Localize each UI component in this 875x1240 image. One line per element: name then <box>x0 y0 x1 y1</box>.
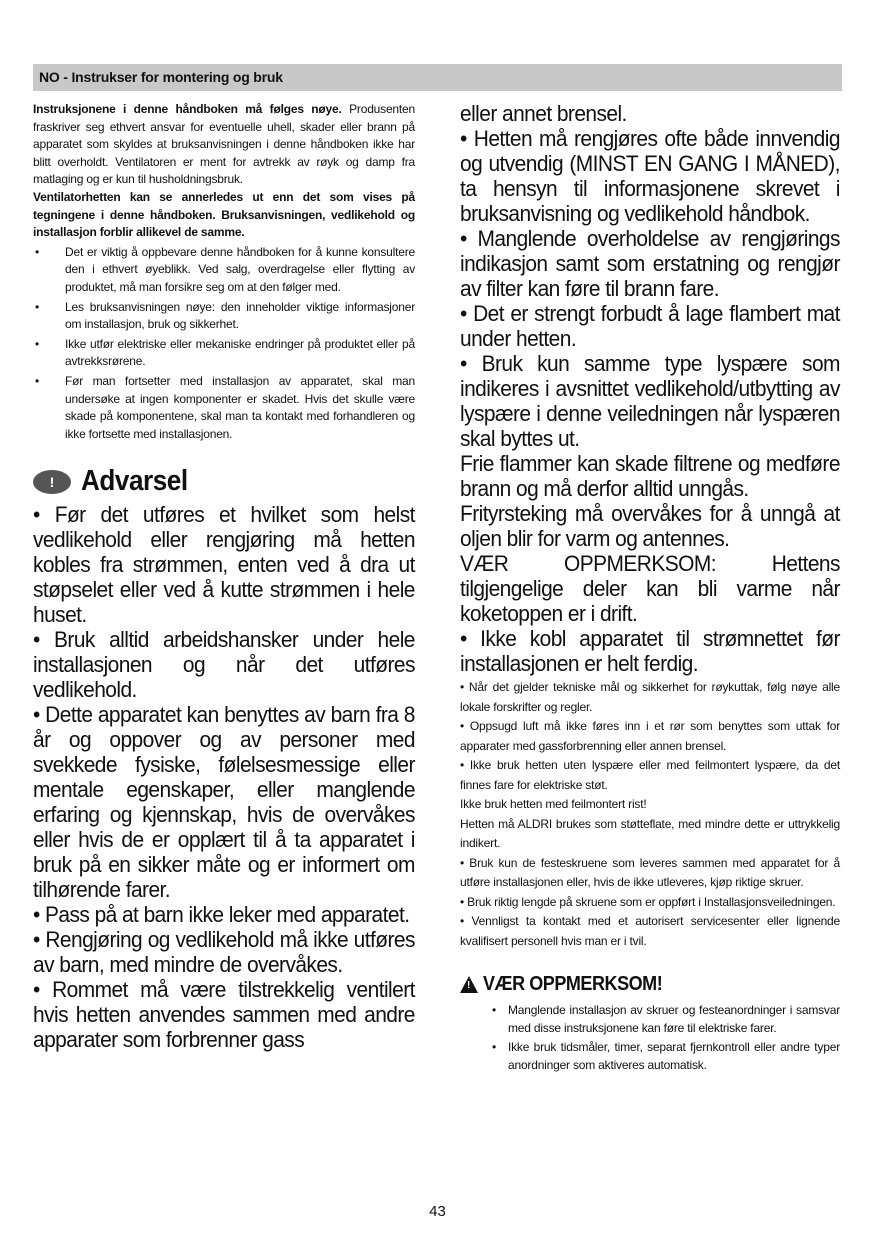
warning-paragraph: • Pass på at barn ikke leker med apparatet. <box>33 902 410 928</box>
warning-title: Advarsel <box>81 465 188 498</box>
safety-paragraph: • Det er strengt forbudt å lage flambert mat under hetten. <box>460 301 840 351</box>
list-item: • Manglende installasjon av skruer og festeanordninger i samsvar med disse instruksjonene kan føre til elektriske farer. <box>460 1002 840 1037</box>
page-number: 43 <box>429 1203 446 1220</box>
safety-paragraph: • Ikke kobl apparatet til strømnettet før installasjonen er helt ferdig. <box>460 626 840 676</box>
list-item: • Det er viktig å oppbevare denne håndboken for å kunne konsultere den i ethvert øyeblikk. Ved salg, overdragelse eller flytting av produktet, må man forsikre seg om at den følger med. <box>33 244 415 297</box>
safety-paragraph: eller annet brensel. <box>460 101 627 126</box>
technical-note: Ikke bruk hetten med feilmontert rist! <box>460 797 647 811</box>
instruction-list <box>33 244 415 444</box>
safety-paragraph: • Manglende overholdelse av rengjørings indikasjon samt som erstatning og rengjør av filter kan føre til brann fare. <box>460 226 840 301</box>
warning-paragraph: • Rengjøring og vedlikehold må ikke utføres av barn, med mindre de overvåkes. <box>33 927 415 978</box>
warning-icon: ! <box>33 470 71 494</box>
section-header-title: NO - Instrukser for montering og bruk <box>39 69 283 85</box>
list-item: • Ikke bruk tidsmåler, timer, separat fjernkontroll eller andre typer anordninger som aktiveres automatisk. <box>460 1039 840 1074</box>
warning-triangle-icon: ! <box>460 976 478 993</box>
list-item: • Før man fortsetter med installasjon av apparatet, skal man undersøke at ingen komponenter er skadet. Hvis det skulle være skade på komponentene, skal man ta kontakt med forhandleren og ikke fortsette med installasjonen. <box>33 373 415 443</box>
attention-heading <box>460 973 840 996</box>
design-note-text: Ventilatorhetten kan se annerledes ut enn det som vises på tegningene i denne håndboken. Bruksanvisningen, vedlikehold og installasjon forblir allikevel de samme. <box>33 189 415 240</box>
warning-paragraph: • Før det utføres et hvilket som helst vedlikehold eller rengjøring må hetten kobles fra strømmen, enten ved å dra ut støpselet eller ved å kutte strømmen i hele huset. <box>33 502 415 628</box>
technical-note: Hetten må ALDRI brukes som støtteflate, med mindre dette er uttrykkelig indikert. <box>460 816 840 850</box>
right-column <box>460 101 840 1076</box>
safety-paragraph: • Hetten må rengjøres ofte både innvendig og utvendig (MINST EN GANG I MÅNED), ta hensyn til informasjonene skrevet i bruksanvisning og vedlikehold håndbok. <box>460 126 840 226</box>
list-item: • Ikke utfør elektriske eller mekaniske endringer på produktet eller på avtrekksrørene. <box>33 336 415 371</box>
technical-note: • Bruk riktig lengde på skruene som er oppført i Installasjonsveiledningen. <box>460 894 836 909</box>
technical-note: • Når det gjelder tekniske mål og sikkerhet for røykuttak, følg nøye alle lokale forskrifter og regler. <box>460 680 840 714</box>
technical-note: • Vennligst ta kontakt med et autorisert servicesenter eller lignende kvalifisert personell hvis man er i tvil. <box>460 914 840 948</box>
attention-list <box>460 1002 840 1074</box>
safety-paragraph: Frityrsteking må overvåkes for å unngå at oljen blir for varm og antennes. <box>460 501 840 551</box>
intro-text: Produsenten fraskriver seg ethvert ansvar for eventuelle uhell, skader eller brann på apparatet som skyldes at bruksanvisningen i denne håndboken ikke har blitt overholdt. Ventilatoren er ment for avtrekk av røyk og damp fra matlaging og er kun til husholdningsbruk. <box>33 102 415 187</box>
technical-note: • Ikke bruk hetten uten lyspære eller med feilmontert lyspære, da det finnes fare for elektriske støt. <box>460 758 840 792</box>
left-column <box>33 101 415 1052</box>
intro-bold: Instruksjonene i denne håndboken må følges nøye. <box>33 102 342 116</box>
warning-paragraph: • Dette apparatet kan benyttes av barn fra 8 år og oppover og av personer med svekkede fysiske, følelsesmessige eller mentale egenskaper, eller manglende erfaring og kjennskap, hvis de overvåkes eller hvis de er opplært til å ta apparatet i bruk på en sikker måte og er informert om tilhørende farer. <box>33 702 415 903</box>
warning-paragraph: • Bruk alltid arbeidshansker under hele installasjonen og når det utføres vedlikehold. <box>33 627 415 703</box>
technical-note: • Bruk kun de festeskruene som leveres sammen med apparatet for å utføre installasjonen eller, hvis de ikke utleveres, kjøp riktige skruer. <box>460 855 840 889</box>
attention-title: VÆR OPPMERKSOM! <box>483 973 663 995</box>
list-item: • Les bruksanvisningen nøye: den inneholder viktige informasjoner om installasjon, bruk og sikkerhet. <box>33 299 415 334</box>
safety-paragraph: • Bruk kun samme type lyspære som indikeres i avsnittet vedlikehold/utbytting av lyspære i denne veiledningen når lyspæren skal byttes ut. <box>460 351 840 451</box>
warning-heading <box>33 465 415 498</box>
safety-paragraph: VÆR OPPMERKSOM: Hettens tilgjengelige deler kan bli varme når koketoppen er i drift. <box>460 551 840 626</box>
intro-paragraph <box>33 101 415 189</box>
warning-paragraph: • Rommet må være tilstrekkelig ventilert hvis hetten anvendes sammen med andre apparater som forbrenner gass <box>33 977 415 1053</box>
technical-note: • Oppsugd luft må ikke føres inn i et rør som benyttes som uttak for apparater med gassforbrenning eller annen brensel. <box>460 719 840 753</box>
section-header <box>33 64 842 91</box>
safety-paragraph: Frie flammer kan skade filtrene og medføre brann og må derfor alltid unngås. <box>460 451 840 501</box>
design-note <box>33 189 415 242</box>
